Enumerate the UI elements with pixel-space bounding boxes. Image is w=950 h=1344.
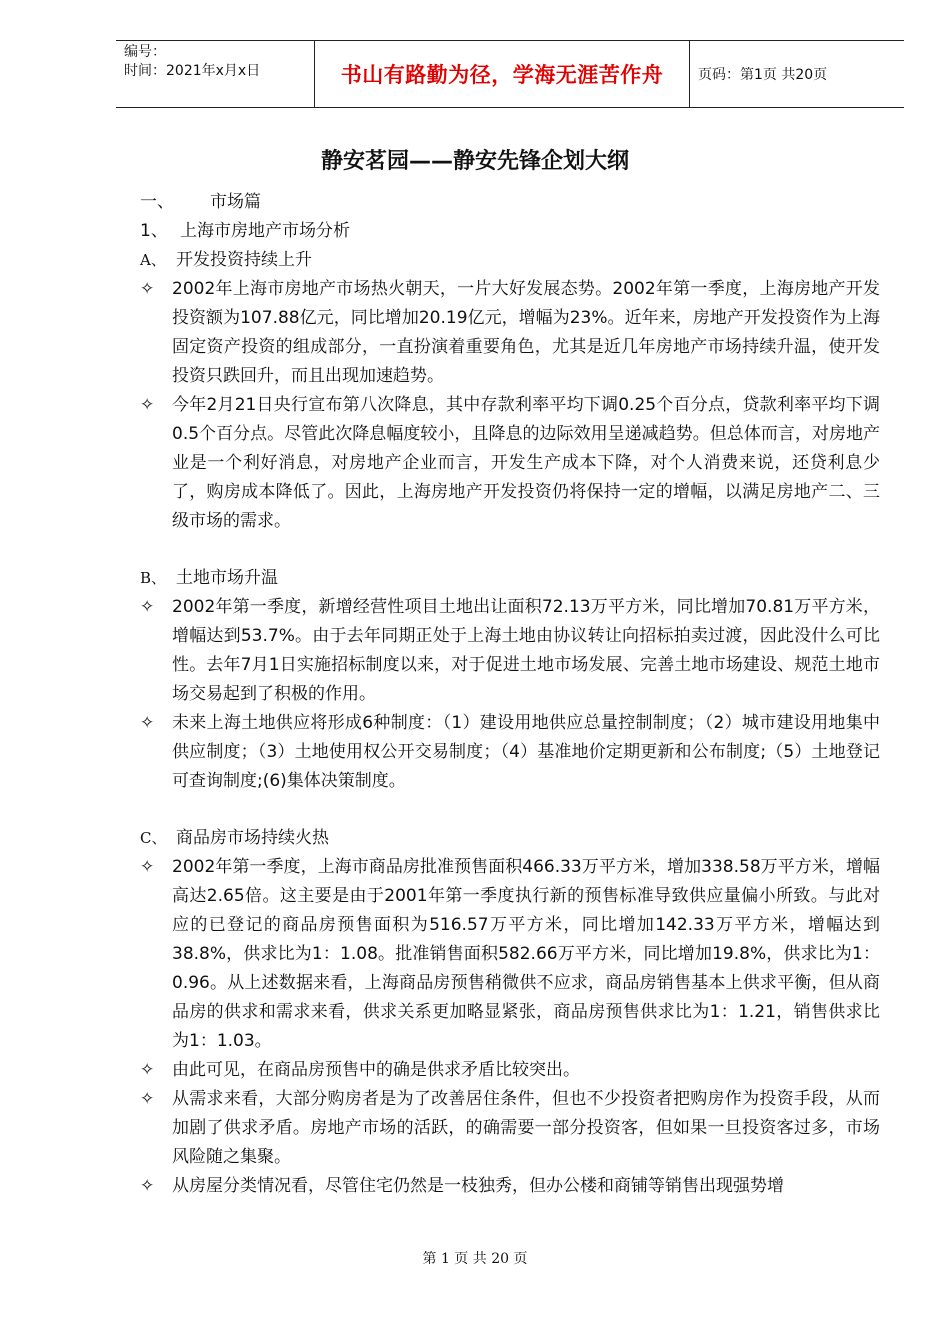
subsection-label: 土地市场升温 — [176, 568, 278, 588]
bullet-star-icon: ✧ — [140, 597, 155, 617]
code-label: 编号： — [124, 44, 166, 60]
subsection-number: B、 — [140, 569, 167, 587]
bullet-item — [140, 593, 880, 709]
document-title: 静安茗园——静安先锋企划大纲 — [320, 149, 629, 174]
part-label: 市场篇 — [210, 192, 261, 212]
subsection-number: A、 — [140, 251, 166, 269]
bullet-text: 从需求来看，大部分购房者是为了改善居住条件，但也不少投资者把购房作为投资手段，从而加剧了供求矛盾。房地产市场的活跃，的确需要一部分投资客，但如果一旦投资客过多，市场风险随之集聚。 — [172, 1089, 880, 1167]
subsection-label: 开发投资持续上升 — [176, 250, 312, 270]
document-body — [140, 188, 880, 1201]
bullet-star-icon: ✧ — [140, 1089, 155, 1109]
bullet-text: 未来上海土地供应将形成6种制度：（1）建设用地供应总量控制制度；（2）城市建设用地集中供应制度；（3）土地使用权公开交易制度；（4）基准地价定期更新和公布制度;（5）土地登记可查询制度;(6)集体决策制度。 — [172, 713, 880, 791]
header-motto: 书山有路勤为径，学海无涯苦作舟 — [315, 41, 690, 107]
subsection-heading-b — [140, 564, 880, 593]
bullet-item — [140, 1056, 880, 1085]
header-page-label: 页码：第1页 共20页 — [698, 67, 828, 83]
section-heading — [140, 217, 880, 246]
section-label: 上海市房地产市场分析 — [180, 221, 350, 241]
bullet-item — [140, 1085, 880, 1172]
bullet-text: 2002年第一季度，新增经营性项目土地出让面积72.13万平方米，同比增加70.81万平方米，增幅达到53.7%。由于去年同期正处于上海土地由协议转让向招标拍卖过渡，因此没什么可比性。去年7月1日实施招标制度以来，对于促进土地市场发展、完善土地市场建设、规范土地市场交易起到了积极的作用。 — [172, 597, 880, 704]
subsection-heading-c — [140, 824, 880, 853]
header-table — [116, 40, 904, 108]
section-number: 1、 — [140, 221, 168, 241]
bullet-star-icon: ✧ — [140, 713, 155, 733]
bullet-star-icon: ✧ — [140, 279, 155, 299]
bullet-text: 从房屋分类情况看，尽管住宅仍然是一枝独秀，但办公楼和商铺等销售出现强势增 — [172, 1176, 784, 1196]
bullet-star-icon: ✧ — [140, 1060, 155, 1080]
subsection-label: 商品房市场持续火热 — [176, 828, 329, 848]
bullet-item — [140, 275, 880, 391]
bullet-text: 今年2月21日央行宣布第八次降息，其中存款利率平均下调0.25个百分点，贷款利率平均下调0.5个百分点。尽管此次降息幅度较小，且降息的边际效用呈递减趋势。但总体而言，对房地产业是一个利好消息，对房地产企业而言，开发生产成本下降，对个人消费来说，还贷利息少了，购房成本降低了。因此，上海房地产开发投资仍将保持一定的增幅，以满足房地产二、三级市场的需求。 — [172, 395, 880, 531]
bullet-star-icon: ✧ — [140, 1176, 155, 1196]
bullet-item — [140, 853, 880, 1056]
spacer — [140, 536, 880, 564]
bullet-star-icon: ✧ — [140, 857, 155, 877]
bullet-item — [140, 391, 880, 536]
subsection-number: C、 — [140, 829, 167, 847]
bullet-item — [140, 1172, 880, 1201]
time-label: 时间：2021年x月x日 — [124, 63, 261, 79]
bullet-text: 由此可见，在商品房预售中的确是供求矛盾比较突出。 — [172, 1060, 580, 1080]
header-meta-cell — [116, 41, 315, 107]
part-number: 一、 — [140, 192, 174, 212]
bullet-item — [140, 709, 880, 796]
page-footer: 第 1 页 共 20 页 — [422, 1251, 528, 1267]
spacer — [140, 796, 880, 824]
bullet-text: 2002年第一季度，上海市商品房批准预售面积466.33万平方米，增加338.58万平方米，增幅高达2.65倍。这主要是由于2001年第一季度执行新的预售标准导致供应量偏小所致。与此对应的已登记的商品房预售面积为516.57万平方米，同比增加142.33万平方米，增幅达到38.8%，供求比为1：1.08。批准销售面积582.66万平方米，同比增加19.8%，供求比为1：0.96。从上述数据来看，上海商品房预售稍微供不应求，商品房销售基本上供求平衡，但从商品房的供求和需求来看，供求关系更加略显紧张，商品房预售供求比为1：1.21，销售供求比为1：1.03。 — [172, 857, 880, 1051]
bullet-text: 2002年上海市房地产市场热火朝天，一片大好发展态势。2002年第一季度，上海房地产开发投资额为107.88亿元，同比增加20.19亿元，增幅为23%。近年来，房地产开发投资作为上海固定资产投资的组成部分，一直扮演着重要角色，尤其是近几年房地产市场持续升温，使开发投资只跌回升，而且出现加速趋势。 — [172, 279, 880, 386]
bullet-star-icon: ✧ — [140, 395, 155, 415]
subsection-heading-a — [140, 246, 880, 275]
part-heading — [140, 188, 880, 217]
